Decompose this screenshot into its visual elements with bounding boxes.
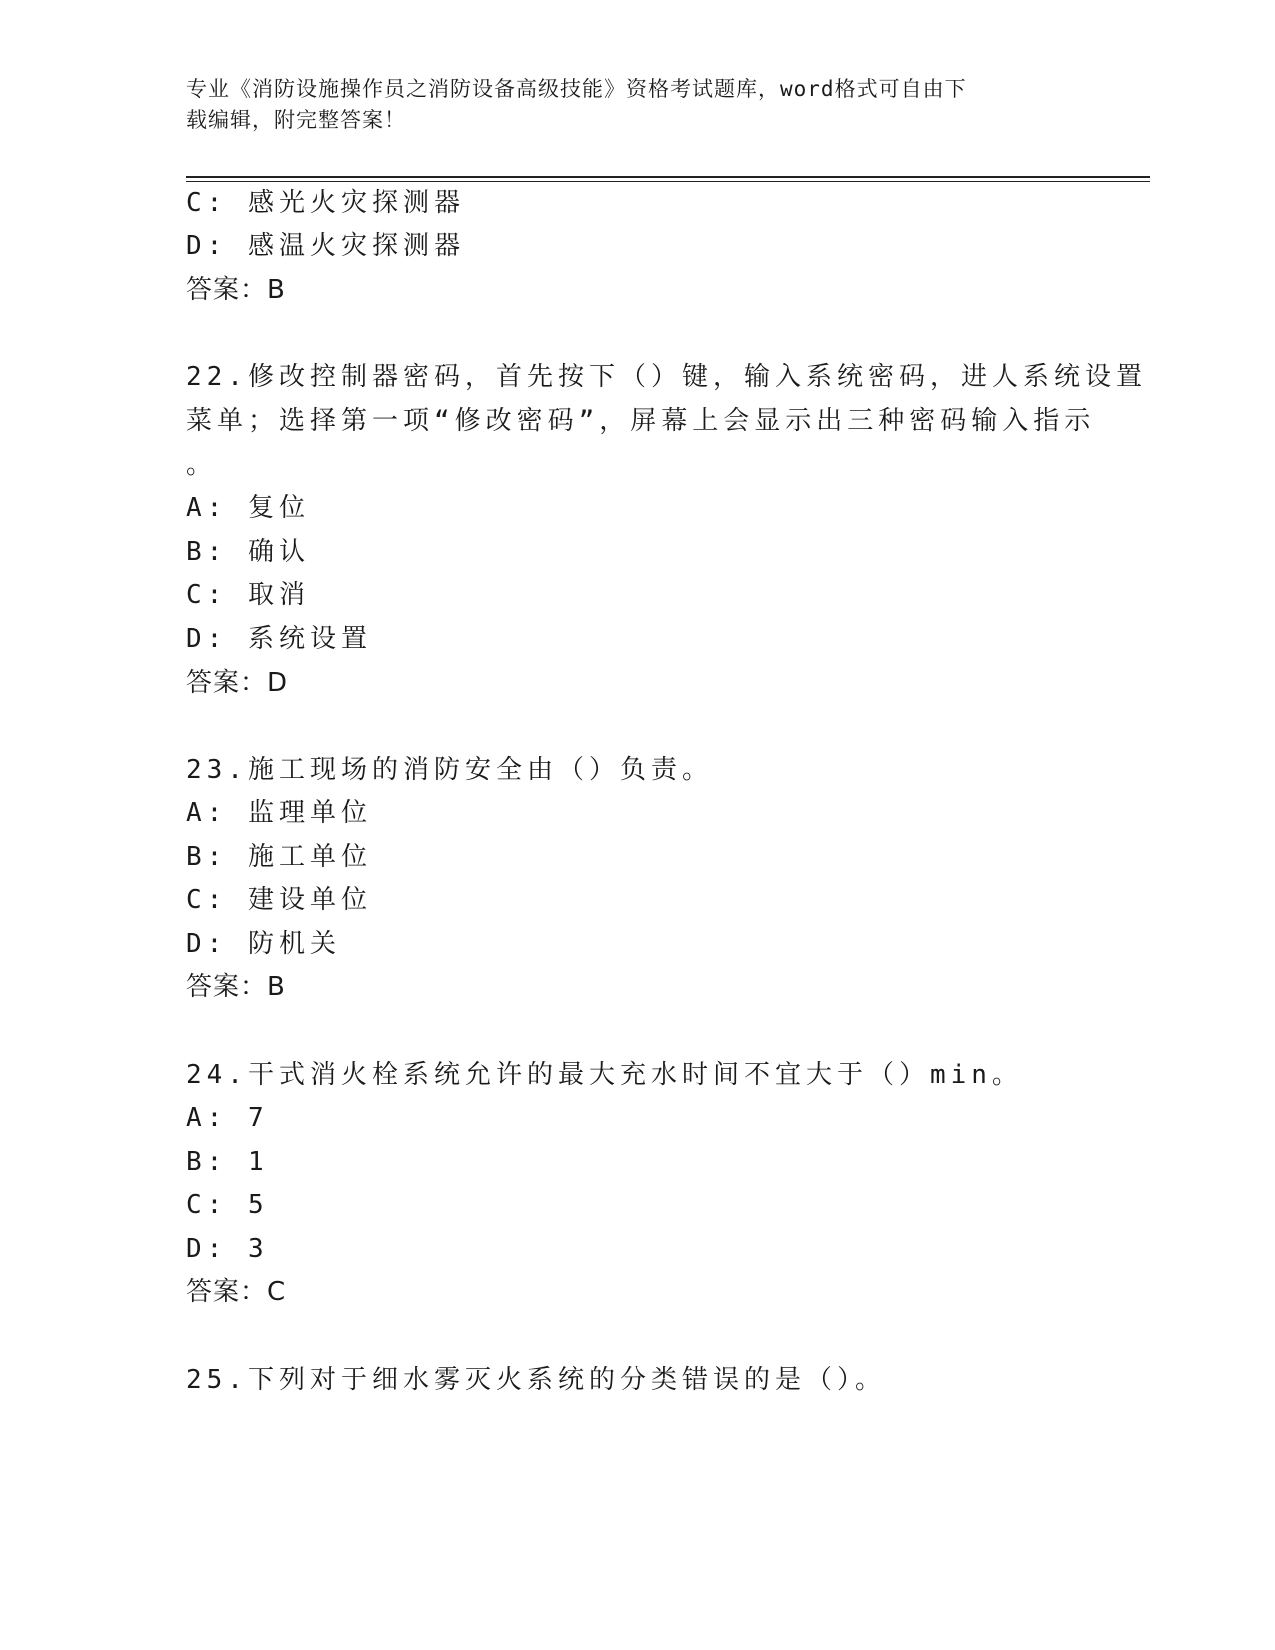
q22-option-a: A: 复位 [186,493,310,523]
header-rule-thick [186,176,1150,178]
q23-stem: 23.施工现场的消防安全由（）负责。 [186,755,713,785]
q25-stem: 25.下列对于细水雾灭火系统的分类错误的是（）。 [186,1365,886,1395]
q21-option-c: C: 感光火灾探测器 [186,188,465,218]
q22-stem-line-2: 菜单；选择第一项“修改密码”，屏幕上会显示出三种密码输入指示 [186,406,1096,436]
q24-option-b: B: 1 [186,1147,269,1177]
q24-stem: 24.干式消火栓系统允许的最大充水时间不宜大于（）min。 [186,1060,1023,1090]
q24-answer: 答案：C [186,1277,287,1307]
q23-option-b: B: 施工单位 [186,842,372,872]
q24-option-a: A: 7 [186,1103,269,1133]
q22-option-d: D: 系统设置 [186,624,372,654]
q23-option-c: C: 建设单位 [186,885,372,915]
q24-option-d: D: 3 [186,1234,269,1264]
header-line-1: 专业《消防设施操作员之消防设备高级技能》资格考试题库，word格式可自由下 [186,77,967,101]
header-rule-thin [186,181,1150,182]
q22-answer: 答案：D [186,668,289,698]
q23-answer: 答案：B [186,972,286,1002]
q23-option-a: A: 监理单位 [186,798,372,828]
q21-answer: 答案：B [186,275,286,305]
q24-option-c: C: 5 [186,1190,269,1220]
q22-stem-line-3: 。 [186,450,218,480]
q21-option-d: D: 感温火灾探测器 [186,231,465,261]
q23-option-d: D: 防机关 [186,929,341,959]
q22-option-b: B: 确认 [186,537,310,567]
page-header [186,74,1066,136]
q22-stem-line-1: 22.修改控制器密码，首先按下（）键，输入系统密码，进人系统设置 [186,362,1147,392]
header-line-2: 载编辑，附完整答案！ [186,108,406,132]
q22-option-c: C: 取消 [186,580,310,610]
